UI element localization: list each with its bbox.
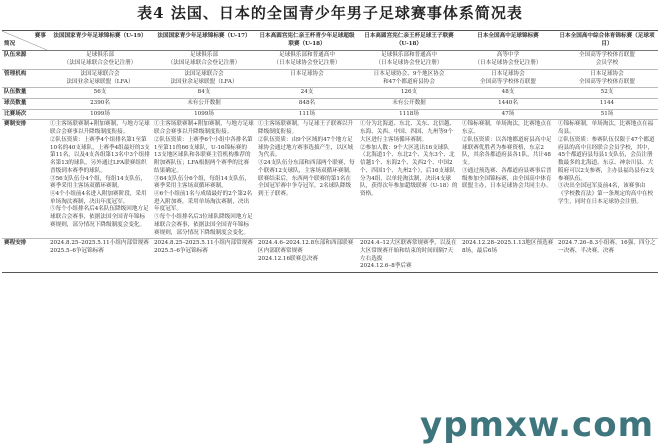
row-label: 队伍来源 xyxy=(2,51,48,69)
table-cell: ①锦标赛制，单场淘汰，比赛地点在福岛县。 ②队伍资质：参赛队伍仅限于47个都道府县的高中且经联合会员学校，其中，45个都道府县每县1支队伍，会员注册数最多的北海道、东京、神奈川县、大阪府可以2支参赛，主办县福岛县有2支参赛队伍。 ③决出全国冠军及前4名，该赛事由《学校教育法》第一条规定的高中在校学生，同时在日本足球协会注册。 xyxy=(556,120,658,239)
table-cell: 全国高等学校体育联盟 会员学校 xyxy=(556,51,658,69)
table-cell: ①主客场联赛制+附加赛制，与地方足球联合会赛事以升降级制度衔接。 ②队伍资质：上赛季6个小组中各排名第1至第11的66支球队，U-16锦标赛的13支地区球队和各联赛主管机构推荐的附加赛队伍；LFA根据两个赛季的比赛结果确定。 ③84支队伍分6个组，每组14支队伍，赛季采用主客场双循环赛制。 ④6个小组前1名与成绩最好的2个第2名进入附加赛，采用单场淘汰赛制，决出年度冠军。 ⑤每个小组排名后3位球队降级回地方足球联合会赛事，依据法国全国青年锦标赛规则，部分情况下降级制度会变化。 xyxy=(152,120,256,239)
row-label: 比赛场次 xyxy=(2,109,48,120)
table-cell: 1144 xyxy=(556,99,658,110)
corner-diagonal-line xyxy=(2,31,48,50)
table-cell: 法国足球联合会 法国业余足球联盟（LFA） xyxy=(48,69,152,87)
table-cell: 2024.8.25–2025.5.11小组内部常规赛 2025.5–6争冠锦标赛 xyxy=(152,239,256,273)
table-cell: 足球俱乐部 （法国足球联合会登记注册） xyxy=(48,51,152,69)
table-cell: 2024.4.6–2024.12.8东部和西部联赛区内部联赛常规赛 2024.12.16联赛总决赛 xyxy=(256,239,358,273)
comparison-table xyxy=(2,30,658,273)
management-row xyxy=(2,69,658,87)
table-cell: 52支 xyxy=(556,88,658,99)
table-cell: 足球俱乐部 （法国足球联合会登记注册） xyxy=(152,51,256,69)
player-count-row xyxy=(2,99,658,110)
page-title: 表4 法国、日本的全国青少年男子足球赛事体系简况表 xyxy=(137,4,523,22)
table-cell: 2024.8.25–2025.5.11小组内部常规赛 2025.5–6争冠锦标赛 xyxy=(48,239,152,273)
column-header: 日本全国高中足球锦标赛 xyxy=(460,31,556,51)
table-cell: 84支 xyxy=(152,88,256,99)
table-cell: 111场 xyxy=(256,109,358,120)
table-cell: 日本足球协会 全国高等学校体育联盟 xyxy=(556,69,658,87)
row-label: 队伍数量 xyxy=(2,88,48,99)
corner-bottom-label: 简况 xyxy=(4,40,16,47)
row-label: 球员数量 xyxy=(2,99,48,110)
format-row xyxy=(2,120,658,239)
team-source-row xyxy=(2,51,658,69)
column-header: 日本高圆宫宪仁亲王杯青少年足球超级联赛（U-18） xyxy=(256,31,358,51)
table-cell: 56支 xyxy=(48,88,152,99)
table-cell: 48支 xyxy=(460,88,556,99)
table-cell: 日本足球协会 全国高等学校体育联盟 xyxy=(460,69,556,87)
table-cell: ①主客场联赛制+附加赛制，与地方足球联合会赛事以升降级制度衔接。 ②队伍资质：上赛季4个组排名第1至第10名的40支球队，上赛季4组最好的3支第11名，以及4支各组第13名中3个组排名第13的球队，另外通过LFA联赛组织晋级到本赛季的球队。 ③56支队伍分4个组，每组14支队伍，赛季采用主客场双循环赛制。 ④4个小组前4名进入附加赛阶段，采用单场淘汰赛制，决出年度冠军。 ⑤每个小组排名后4名队伍降级回地方足球联合会赛事，依据法国全国青年锦标赛规则，部分情况下降级制度会变化。 xyxy=(48,120,152,239)
table-cell: 1440名 xyxy=(460,99,556,110)
row-label: 管理机构 xyxy=(2,69,48,87)
table-cell: ①主客场联赛制，与足球王子联赛以升降级制度衔接。 ②队伍资质：由9个区域的47个地方足球协会通过地方赛事选拔产生，以区域为代表。 ③24支队伍分东部和西部两个联赛，每个联赛12支球队，主客场双循环赛制，联赛结束后，东西两个联赛的第1名在全国冠军赛中争夺冠军，2名球队降级到王子联赛。 xyxy=(256,120,358,239)
table-cell: 高等中学 （日本足球协会登记注册） xyxy=(460,51,556,69)
table-cell: ①锦标赛制，单场淘汰，比赛地点在东京。 ②队伍资质：以各地都道府县高中足球联赛优胜者为参赛资格，东京2队，其余各都道府县各1队，共计48支。 ③通过预选赛、各都道府县赛事后晋级参加全国锦标赛，由全国高中体育联盟主办，日本足球协会共同主办。 xyxy=(460,120,556,239)
table-cell: 2390名 xyxy=(48,99,152,110)
match-count-row xyxy=(2,109,658,120)
table-cell: 日本足球协会 xyxy=(256,69,358,87)
column-header: 法国国家青少年足球锦标赛（U-17） xyxy=(152,31,256,51)
table-header-row xyxy=(2,31,658,51)
table-corner xyxy=(2,31,48,51)
table-cell: 2024.12.28–2025.1.13地区预选赛8场，最后6场 xyxy=(460,239,556,273)
table-cell: 47场 xyxy=(460,109,556,120)
table-cell: 51场 xyxy=(556,109,658,120)
table-cell: 126支 xyxy=(358,88,460,99)
column-header: 法国国家青少年足球锦标赛（U-19） xyxy=(48,31,152,51)
table-cell: 足球俱乐部和普通高中 （日本足球协会登记注册） xyxy=(358,51,460,69)
team-count-row xyxy=(2,88,658,99)
table-cell: 未有公开数据 xyxy=(152,99,256,110)
table-cell: 未有公开数据 xyxy=(358,99,460,110)
table-cell: 2024.7.26–8.3小组赛、16强、四分之一决赛、半决赛、决赛 xyxy=(556,239,658,273)
table-cell: 1118场 xyxy=(358,109,460,120)
site-watermark: ypmxw.com xyxy=(420,405,654,445)
table-cell: 24支 xyxy=(256,88,358,99)
column-header: 日本高圆宫宪仁亲王杯足球王子联赛（U-18） xyxy=(358,31,460,51)
table-cell: 2024.4–12大区联赛常规赛季，以及在大区常规赛开始和结束的时间间隔7天左右选拔 2024.12.6–8季后赛 xyxy=(358,239,460,273)
table-cell: 日本足球协会、9个地区协会 和47个都道府县协会 xyxy=(358,69,460,87)
corner-top-label: 赛事 xyxy=(34,33,46,39)
table-cell: 足球俱乐部和普通高中 （日本足球协会登记注册） xyxy=(256,51,358,69)
table-cell: 1099场 xyxy=(48,109,152,120)
column-header: 日本全国高中综合体育锦标赛（足球项目） xyxy=(556,31,658,51)
table-cell: 848名 xyxy=(256,99,358,110)
row-label: 赛程安排 xyxy=(2,239,48,273)
table-cell: 法国足球联合会 法国业余足球联盟（LFA） xyxy=(152,69,256,87)
table-cell: ①分为北海道、东北、关东、北信越、东海、关西、中国、四国、九州等9个大区进行主客场循环赛制。 ②参加人数：9个大区选出16支球队（北海道1个、东北2个、关东3个、北信越1个、东海2个、关西2个、中国2个、四国1个、九州2个），后16支球队分为4组，以单轮淘汰制，决出4支球队，获得次年参加超级联赛（U-18）的资格。 xyxy=(358,120,460,239)
schedule-row xyxy=(2,239,658,273)
table-cell: 1099场 xyxy=(152,109,256,120)
row-label: 赛制安排 xyxy=(2,120,48,239)
